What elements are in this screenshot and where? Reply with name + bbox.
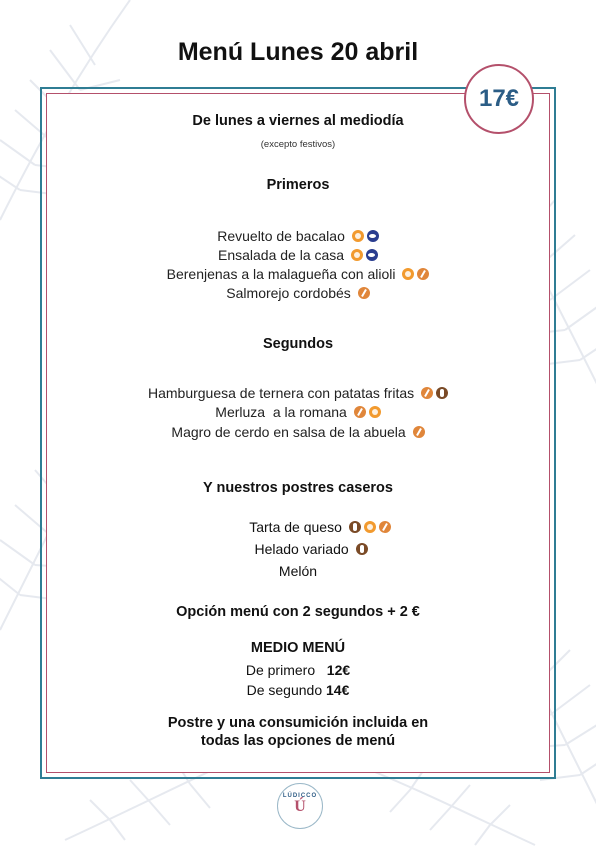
gluten-icon: [421, 387, 433, 399]
menu-item-name: Hamburguesa de ternera con patatas fritas: [147, 385, 415, 401]
egg-icon: [352, 230, 364, 242]
milk-icon: [436, 387, 448, 399]
menu-item-name: Revuelto de bacalao: [217, 228, 345, 244]
footer-line-1: Postre y una consumición incluida en: [167, 715, 429, 731]
gluten-icon: [417, 268, 429, 280]
menu-item: [0, 519, 596, 535]
fish-icon: [366, 249, 378, 261]
page-title: Menú Lunes 20 abril: [177, 38, 419, 66]
menu-item-row: [254, 541, 367, 557]
menu-item-name: Helado variado: [254, 541, 349, 557]
menu-item: [0, 228, 596, 244]
gluten-icon: [354, 406, 366, 418]
menu-item: [0, 424, 596, 440]
menu-item: [0, 285, 596, 301]
menu-item-name: Melón: [278, 563, 318, 579]
medio-menu-segundo: [0, 682, 596, 698]
gluten-icon: [413, 426, 425, 438]
segundos-heading: Segundos: [262, 336, 334, 352]
primero-label: De primero: [245, 662, 316, 678]
segundo-price: 14€: [326, 682, 350, 698]
brand-logo: [277, 783, 323, 829]
schedule-note: (excepto festivos): [260, 139, 336, 150]
segundo-label: De segundo: [246, 682, 323, 698]
logo-letter: Ú: [294, 798, 306, 815]
gluten-icon: [358, 287, 370, 299]
price-value: 17€: [478, 85, 520, 112]
menu-item: [0, 385, 596, 401]
menu-item-name: Salmorejo cordobés: [226, 285, 351, 301]
menu-item: [0, 563, 596, 579]
menu-item: [0, 266, 596, 282]
medio-menu-primero: [0, 662, 596, 678]
milk-icon: [349, 521, 361, 533]
egg-icon: [402, 268, 414, 280]
footer-line-2: todas las opciones de menú: [200, 733, 396, 749]
primeros-heading: Primeros: [266, 177, 330, 193]
egg-icon: [351, 249, 363, 261]
egg-icon: [369, 406, 381, 418]
milk-icon: [356, 543, 368, 555]
menu-item-name: Ensalada de la casa: [218, 247, 345, 263]
menu-item-name: Tarta de queso: [249, 519, 342, 535]
primero-price: 12€: [326, 662, 351, 678]
menu-item: [0, 404, 596, 420]
menu-item: [0, 247, 596, 263]
menu-item-name: Magro de cerdo en salsa de la abuela: [171, 424, 406, 440]
menu-item: [0, 541, 596, 557]
menu-item-row: [249, 519, 391, 535]
egg-icon: [364, 521, 376, 533]
schedule-text: De lunes a viernes al mediodía: [192, 113, 404, 129]
gluten-icon: [379, 521, 391, 533]
fish-icon: [367, 230, 379, 242]
option-line: Opción menú con 2 segundos + 2 €: [176, 604, 420, 620]
logo-text: LÚDICCO: [282, 793, 318, 799]
postres-heading: Y nuestros postres caseros: [203, 480, 393, 496]
medio-menu-heading: MEDIO MENÚ: [250, 640, 346, 656]
menu-item-name: Berenjenas a la malagueña con alioli: [166, 266, 396, 282]
menu-item-name: Merluza a la romana: [215, 404, 347, 420]
